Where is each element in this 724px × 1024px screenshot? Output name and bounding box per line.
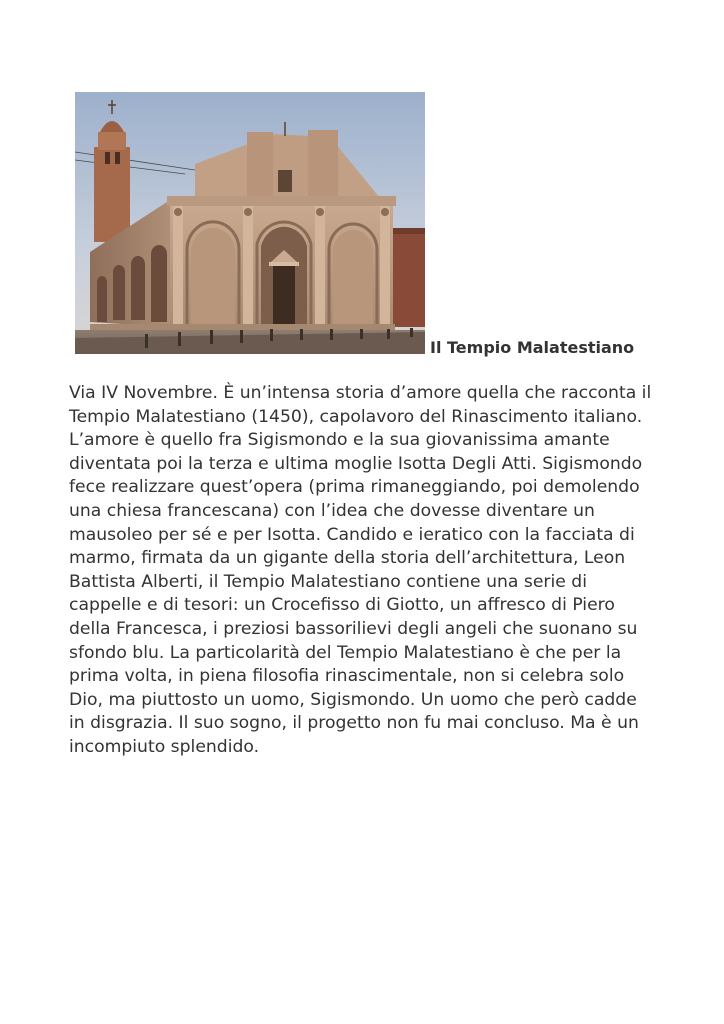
- article-line: Tempio Malatestiano (1450), capolavoro del Rinascimento italiano.: [69, 406, 643, 427]
- article-line: Via IV Novembre. È un’intensa storia d’amore quella che racconta il: [69, 383, 652, 403]
- article-line: fece realizzare quest’opera (prima rimaneggiando, poi demolendo: [69, 477, 640, 498]
- article-line: mausoleo per sé e per Isotta. Candido e ieratico con la facciata di: [69, 524, 635, 545]
- article-line: della Francesca, i preziosi bassorilievi degli angeli che suonano su: [69, 618, 638, 639]
- article-line: L’amore è quello fra Sigismondo e la sua giovanissima amante: [69, 430, 610, 451]
- church-photo: [75, 92, 425, 354]
- church-facade-photo-icon: [75, 92, 425, 354]
- article-line: prima volta, in piena filosofia rinascimentale, non si celebra solo: [69, 666, 625, 687]
- article-line: cappelle e di tesori: un Crocefisso di Giotto, un affresco di Piero: [69, 595, 615, 616]
- article-line: in disgrazia. Il suo sogno, il progetto non fu mai concluso. Ma è un: [69, 713, 639, 734]
- article-line: incompiuto splendido.: [69, 736, 260, 757]
- article-line: sfondo blu. La particolarità del Tempio Malatestiano è che per la: [69, 642, 622, 663]
- article-line: Battista Alberti, il Tempio Malatestiano contiene una serie di: [69, 571, 587, 592]
- article-line: una chiesa francescana) con l’idea che dovesse diventare un: [69, 500, 595, 521]
- article-line: Dio, ma piuttosto un uomo, Sigismondo. Un uomo che però cadde: [69, 689, 637, 710]
- article-body: [69, 382, 669, 760]
- article-line: marmo, firmata da un gigante della storia dell’architettura, Leon: [69, 548, 626, 569]
- photo-caption: Il Tempio Malatestiano: [430, 338, 635, 357]
- article-line: diventata poi la terza e ultima moglie Isotta Degli Atti. Sigismondo: [69, 453, 643, 474]
